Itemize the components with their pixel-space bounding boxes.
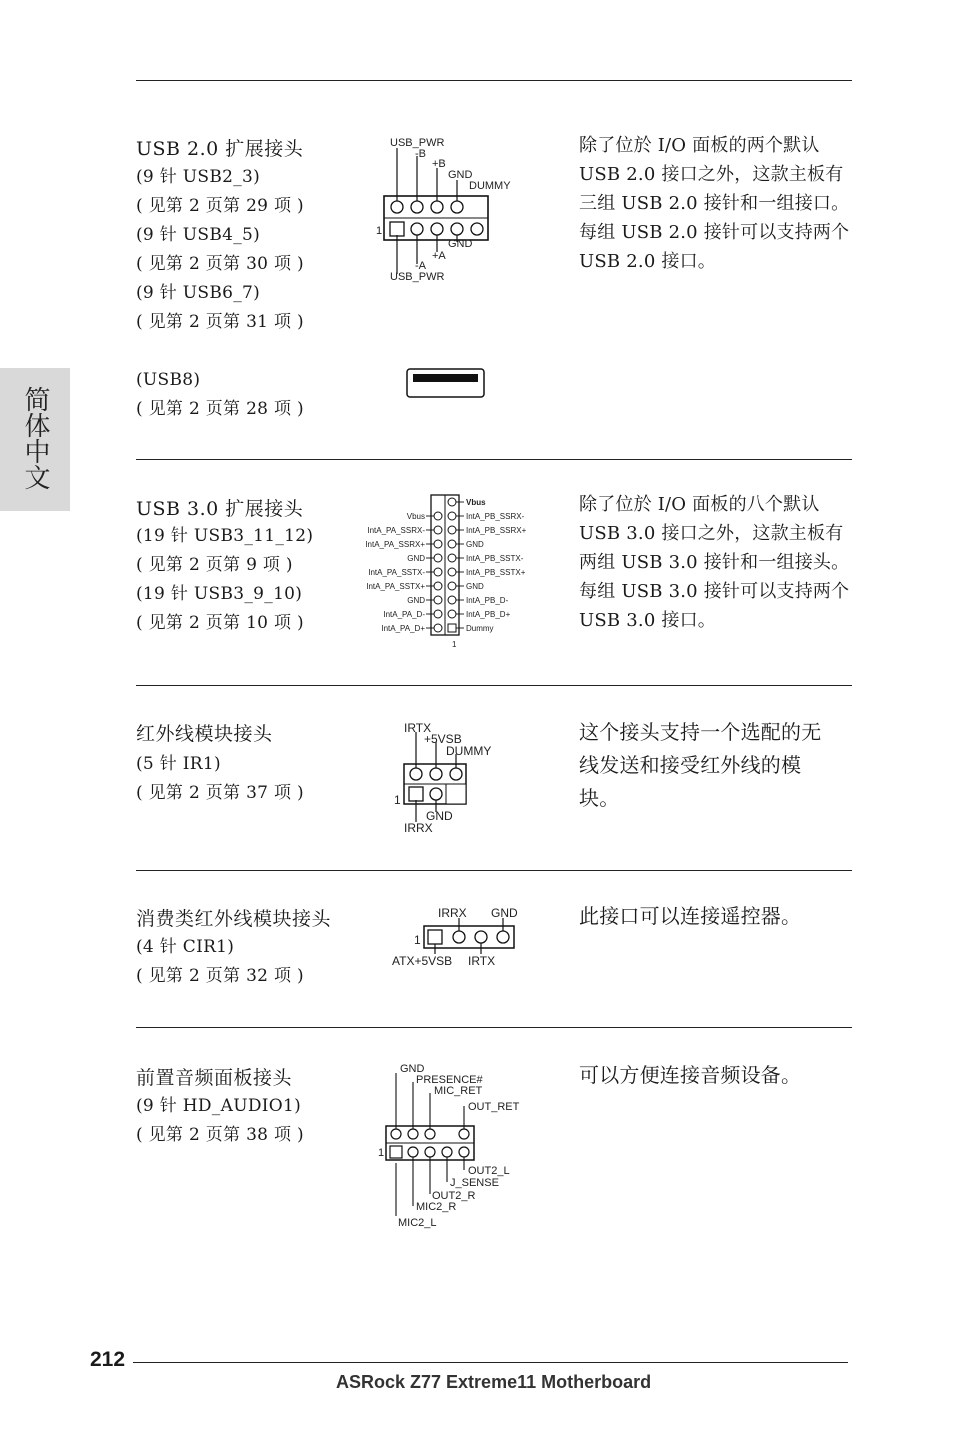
- pin-label-right-3: IntA_PB_SSRX+: [466, 526, 527, 535]
- pin-label-gnd-top: GND: [448, 169, 473, 181]
- pin-label-usb-pwr-top: USB_PWR: [390, 137, 445, 149]
- pin-label-right-9: IntA_PB_D+: [466, 610, 511, 619]
- language-tab: [0, 368, 70, 511]
- cir-pin-label-1: 1: [414, 933, 421, 947]
- pin-label-left-4: GND: [407, 554, 425, 563]
- ir-pin-label-1: 1: [394, 793, 401, 807]
- ir-header-details: (5 针 IR1) ( 见第 2 页第 37 项 ): [136, 754, 304, 803]
- pin-label-right-5: IntA_PB_SSTX-: [466, 554, 524, 563]
- pin-label-plus-b: +B: [432, 158, 446, 170]
- audio-pin-label-1: 1: [378, 1147, 385, 1159]
- pin-label-dummy: DUMMY: [469, 180, 511, 192]
- usb2-header-title: USB 2.0 扩展接头: [136, 138, 304, 160]
- pin-label-left-3: IntA_PA_SSRX+: [365, 540, 425, 549]
- audio-pin-label-j-sense: J_SENSE: [450, 1177, 499, 1189]
- ir-header-title: 红外线模块接头: [136, 723, 273, 745]
- section-divider: [136, 1027, 852, 1028]
- section-divider: [136, 685, 852, 686]
- usb3-pin-diagram: [350, 492, 550, 652]
- audio-pin-label-out-ret: OUT_RET: [468, 1101, 520, 1113]
- pin-label-minus-a: -A: [415, 260, 426, 272]
- pin-label-usb-pwr-bottom: USB_PWR: [390, 271, 445, 283]
- pin-label-right-6: IntA_PB_SSTX+: [466, 568, 526, 577]
- ir-pin-label-dummy: DUMMY: [446, 744, 492, 758]
- audio-pin-label-out2-l: OUT2_L: [468, 1165, 510, 1177]
- usb3-header-title: USB 3.0 扩展接头: [136, 498, 304, 520]
- pin-label-right-2: IntA_PB_SSRX-: [466, 512, 525, 521]
- pin-label-1: 1: [376, 225, 383, 237]
- audio-header-details: (9 针 HD_AUDIO1) ( 见第 2 页第 38 项 ): [136, 1096, 304, 1145]
- cir-pin-diagram: [388, 902, 528, 972]
- ir-pin-label-5vsb: +5VSB: [424, 732, 462, 746]
- pin-label-minus-b: -B: [415, 148, 426, 160]
- pin-label-plus-a: +A: [432, 250, 446, 262]
- ir-pin-label-irrx: IRRX: [404, 821, 433, 835]
- ir-pin-label-gnd: GND: [426, 809, 453, 823]
- audio-pin-label-mic2-l: MIC2_L: [398, 1217, 437, 1229]
- pin-label-left-9: IntA_PA_D+: [381, 624, 425, 633]
- usb8-details: (USB8) ( 见第 2 页第 28 项 ): [136, 370, 304, 419]
- pin-label-right-7: GND: [466, 582, 484, 591]
- cir-pin-label-irrx: IRRX: [438, 906, 467, 920]
- usb3-pin-label-1: 1: [452, 640, 457, 649]
- pin-label-right-8: IntA_PB_D-: [466, 596, 509, 605]
- audio-pin-label-mic-ret: MIC_RET: [434, 1085, 483, 1097]
- pin-label-right-1: Vbus: [466, 498, 486, 507]
- usb2-pin-diagram: [370, 134, 530, 284]
- audio-pin-label-mic2-r: MIC2_R: [416, 1201, 457, 1213]
- usb-port-icon: [404, 366, 488, 400]
- pin-label-left-2: IntA_PA_SSRX-: [367, 526, 425, 535]
- usb3-header-details: (19 针 USB3_11_12) ( 见第 2 页第 9 项 ) (19 针 USB3_9_10) ( 见第 2 页第 10 项 ): [136, 526, 314, 633]
- top-rule: [136, 80, 852, 81]
- ir-pin-label-irtx: IRTX: [404, 721, 432, 735]
- cir-header-title: 消费类红外线模块接头: [136, 908, 332, 930]
- cir-pin-label-atx: ATX+5VSB: [392, 954, 453, 968]
- pin-label-left-8: IntA_PA_D-: [383, 610, 425, 619]
- pin-label-right-10: Dummy: [466, 624, 494, 633]
- usb2-description: 除了位於 I/O 面板的两个默认 USB 2.0 接口之外，这款主板有 三组 USB 2.0 接针和一组接口。 每组 USB 2.0 接针可以支持两个 USB 2.0 接口。: [579, 135, 850, 272]
- pin-label-gnd-bottom: GND: [448, 238, 473, 250]
- audio-description: 可以方便连接音频设备。: [579, 1063, 802, 1087]
- ir-pin-diagram: [390, 718, 500, 836]
- pin-label-right-4: GND: [466, 540, 484, 549]
- audio-pin-label-presence: PRESENCE#: [416, 1074, 483, 1086]
- usb3-description: 除了位於 I/O 面板的八个默认 USB 3.0 接口之外，这款主板有 两组 USB 3.0 接针和一组接头。 每组 USB 3.0 接针可以支持两个 USB 3.0 接口。: [579, 494, 850, 631]
- language-tab-label: 简体中文: [20, 386, 50, 490]
- cir-header-details: (4 针 CIR1) ( 见第 2 页第 32 项 ): [136, 937, 304, 986]
- footer-title: ASRock Z77 Extreme11 Motherboard: [336, 1372, 652, 1392]
- audio-pin-label-gnd: GND: [400, 1063, 425, 1075]
- audio-pin-label-out2-r: OUT2_R: [432, 1190, 476, 1202]
- pin-label-left-1: Vbus: [406, 512, 425, 521]
- page-number: 212: [90, 1348, 126, 1371]
- audio-header-title: 前置音频面板接头: [136, 1067, 293, 1089]
- section-divider: [136, 870, 852, 871]
- pin-label-left-6: IntA_PA_SSTX+: [366, 582, 425, 591]
- audio-pin-diagram: [374, 1060, 534, 1232]
- section-divider: [136, 459, 852, 460]
- ir-description: 这个接头支持一个选配的无 线发送和接受红外线的模 块。: [579, 720, 822, 810]
- footer-rule: [133, 1362, 848, 1363]
- pin-label-left-7: GND: [407, 596, 425, 605]
- cir-pin-label-irtx: IRTX: [468, 954, 496, 968]
- cir-pin-label-gnd: GND: [491, 906, 518, 920]
- cir-description: 此接口可以连接遥控器。: [579, 904, 802, 928]
- usb2-header-details: (9 针 USB2_3) ( 见第 2 页第 29 项 ) (9 针 USB4_5) ( 见第 2 页第 30 项 ) (9 针 USB6_7) ( 见第 2 页第 31 项 ): [136, 167, 304, 332]
- pin-label-left-5: IntA_PA_SSTX-: [368, 568, 425, 577]
